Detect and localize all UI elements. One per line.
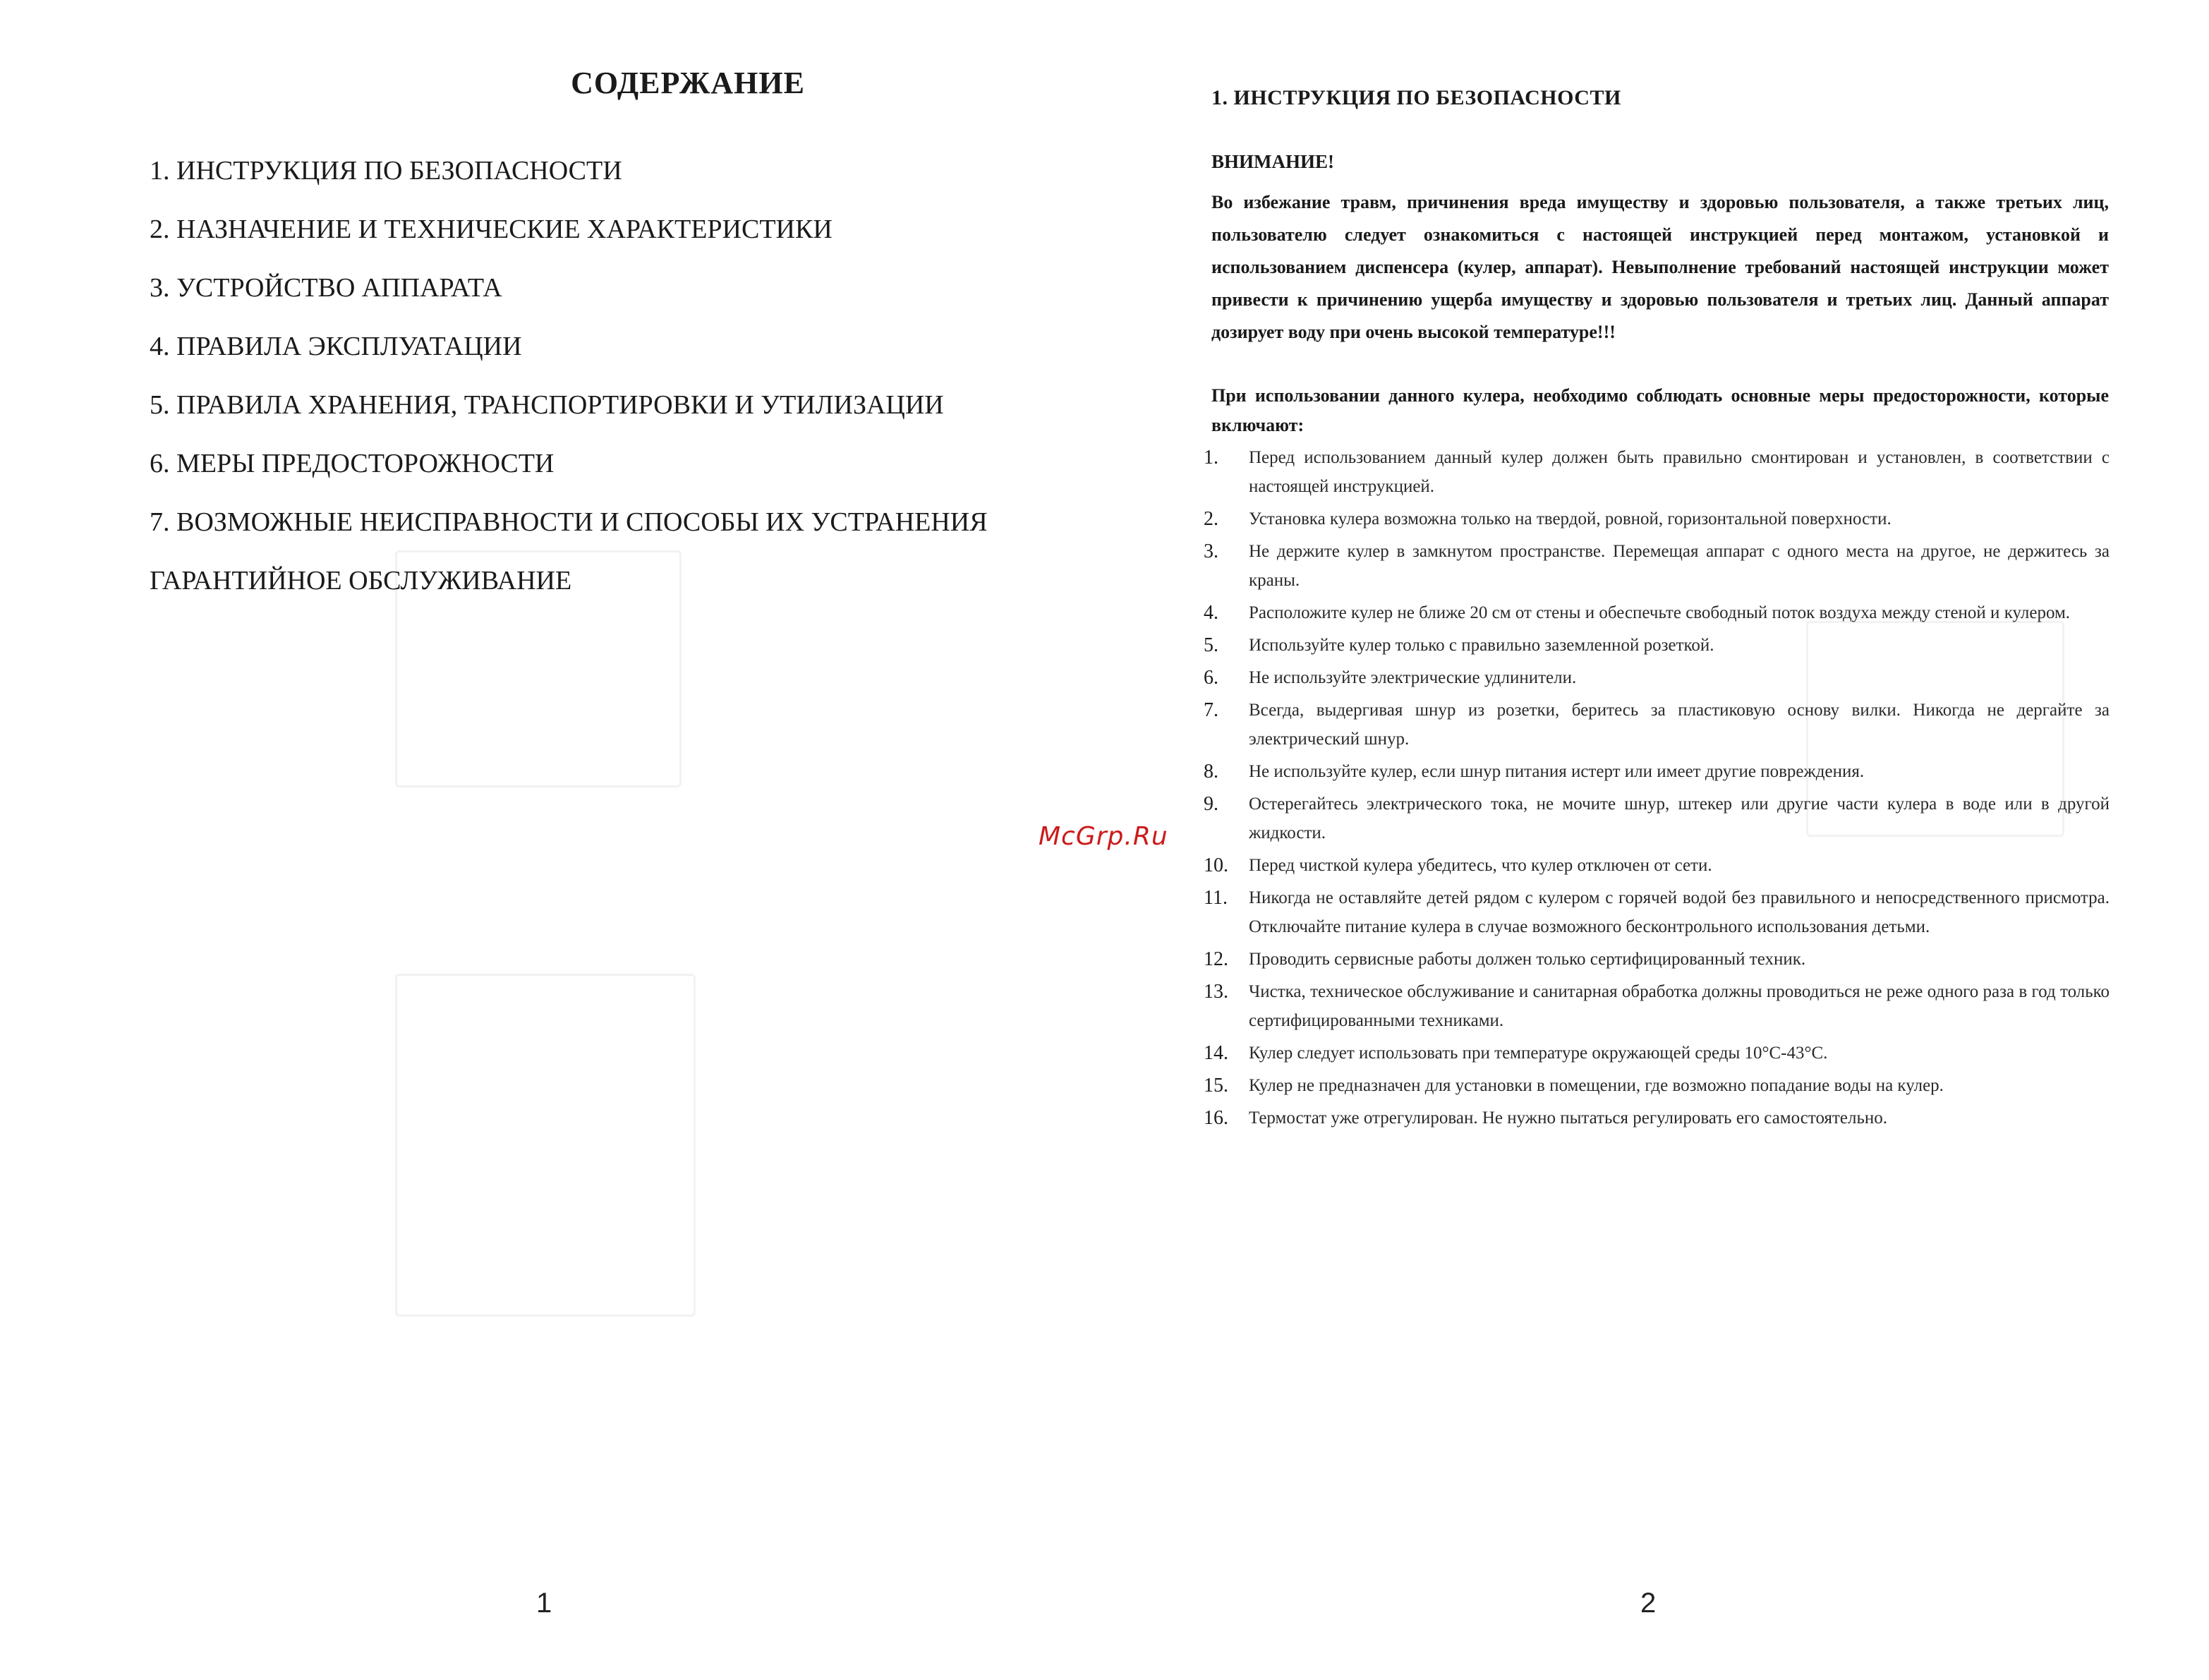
list-item-number: 16. (1204, 1107, 1228, 1129)
list-item (1199, 537, 2110, 595)
toc-item: 5. ПРАВИЛА ХРАНЕНИЯ, ТРАНСПОРТИРОВКИ И УТИЛИЗАЦИИ (150, 390, 944, 420)
list-item (1199, 790, 2110, 847)
watermark-logo: McGrp.Ru (1039, 822, 1168, 851)
list-item-number: 8. (1204, 761, 1218, 782)
warning-paragraph: Во избежание травм, причинения вреда имуществу и здоровью пользователя, а также третьих лиц, пользователю следует ознакомиться с настоящей инструкцией перед монтажом, установкой и использованием диспенсера (кулер, аппарат). Невыполнение требований настоящей инструкции может привести к причинению ущерба имуществу и здоровью пользователя и третьих лиц. Данный аппарат дозирует воду при очень высокой температуре!!! (1211, 192, 2109, 342)
list-item-number: 13. (1204, 981, 1228, 1003)
list-item-number: 10. (1204, 854, 1228, 876)
list-item (1199, 631, 2110, 660)
bleed-through-shape (395, 974, 696, 1317)
toc-list (150, 151, 988, 620)
list-item-text: Остерегайтесь электрического тока, не мочите шнур, штекер или другие части кулера в воде или в другой жидкости. (1249, 794, 2110, 842)
precautions-intro: При использовании данного кулера, необходимо соблюдать основные меры предосторожности, которые включают: (1211, 385, 2109, 435)
list-item-text: Чистка, техническое обслуживание и санитарная обработка должны проводиться не реже одного раза в год только сертифицированными техниками. (1249, 982, 2110, 1030)
page-number-left: 1 (536, 1588, 552, 1619)
list-item (1199, 443, 2110, 501)
list-item-number: 3. (1204, 540, 1218, 562)
list-item-text: Расположите кулер не ближе 20 см от стены и обеспечьте свободный поток воздуха между стеной и кулером. (1249, 603, 2071, 622)
list-item (1199, 1039, 2110, 1068)
toc-item: 1. ИНСТРУКЦИЯ ПО БЕЗОПАСНОСТИ (150, 156, 622, 186)
list-item-text: Не держите кулер в замкнутом пространстве. Перемещая аппарат с одного места на другое, не держитесь за краны. (1249, 542, 2110, 590)
list-item-text: Кулер следует использовать при температуре окружающей среды 10°C-43°C. (1249, 1044, 1828, 1063)
section-title: 1. ИНСТРУКЦИЯ ПО БЕЗОПАСНОСТИ (1211, 86, 1621, 109)
toc-title: СОДЕРЖАНИЕ (571, 66, 805, 100)
list-item-text: Проводить сервисные работы должен только сертифицированный техник. (1249, 950, 1806, 969)
list-item (1199, 504, 2110, 533)
list-item (1199, 663, 2110, 692)
list-item-number: 6. (1204, 667, 1218, 689)
list-item (1199, 598, 2110, 627)
list-item-number: 1. (1204, 447, 1218, 469)
list-item-number: 14. (1204, 1042, 1228, 1064)
list-item (1199, 945, 2110, 974)
list-item-text: Кулер не предназначен для установки в помещении, где возможно попадание воды на кулер. (1249, 1076, 1944, 1095)
list-item-number: 2. (1204, 508, 1218, 530)
list-item-text: Используйте кулер только с правильно заземленной розеткой. (1249, 636, 1714, 655)
list-item-number: 7. (1204, 699, 1218, 721)
list-item-text: Термостат уже отрегулирован. Не нужно пытаться регулировать его самостоятельно. (1249, 1108, 1887, 1128)
safety-rules-list (1199, 443, 2110, 1136)
warning-heading: ВНИМАНИЕ! (1211, 151, 1334, 172)
list-item-number: 12. (1204, 948, 1228, 970)
list-item-number: 5. (1204, 634, 1218, 656)
list-item (1199, 757, 2110, 786)
toc-item: 6. МЕРЫ ПРЕДОСТОРОЖНОСТИ (150, 449, 555, 478)
list-item (1199, 851, 2110, 880)
list-item-text: Всегда, выдергивая шнур из розетки, беритесь за пластиковую основу вилки. Никогда не дергайте за электрический шнур. (1249, 701, 2110, 749)
list-item (1199, 1104, 2110, 1132)
toc-item: ГАРАНТИЙНОЕ ОБСЛУЖИВАНИЕ (150, 566, 572, 596)
toc-item: 3. УСТРОЙСТВО АППАРАТА (150, 273, 502, 303)
list-item (1199, 1071, 2110, 1100)
toc-item: 7. ВОЗМОЖНЫЕ НЕИСПРАВНОСТИ И СПОСОБЫ ИХ УСТРАНЕНИЯ (150, 507, 988, 537)
list-item-number: 9. (1204, 793, 1218, 815)
list-item-text: Перед чисткой кулера убедитесь, что кулер отключен от сети. (1249, 856, 1712, 875)
list-item-text: Не используйте кулер, если шнур питания истерт или имеет другие повреждения. (1249, 762, 1865, 781)
toc-item: 2. НАЗНАЧЕНИЕ И ТЕХНИЧЕСКИЕ ХАРАКТЕРИСТИКИ (150, 214, 833, 244)
list-item-number: 15. (1204, 1075, 1228, 1096)
list-item (1199, 977, 2110, 1035)
list-item-number: 11. (1204, 887, 1228, 909)
list-item-text: Никогда не оставляйте детей рядом с кулером с горячей водой без правильного и непосредственного присмотра. Отключайте питание кулера в случае возможного бесконтрольного использования детьми. (1249, 888, 2110, 936)
list-item-text: Перед использованием данный кулер должен быть правильно смонтирован и установлен, в соответствии с настоящей инструкцией. (1249, 448, 2110, 496)
toc-item: 4. ПРАВИЛА ЭКСПЛУАТАЦИИ (150, 332, 522, 361)
page-number-right: 2 (1640, 1588, 1657, 1619)
list-item (1199, 696, 2110, 754)
list-item-number: 4. (1204, 602, 1218, 624)
list-item-text: Не используйте электрические удлинители. (1249, 668, 1577, 687)
list-item (1199, 883, 2110, 941)
list-item-text: Установка кулера возможна только на твердой, ровной, горизонтальной поверхности. (1249, 509, 1892, 528)
